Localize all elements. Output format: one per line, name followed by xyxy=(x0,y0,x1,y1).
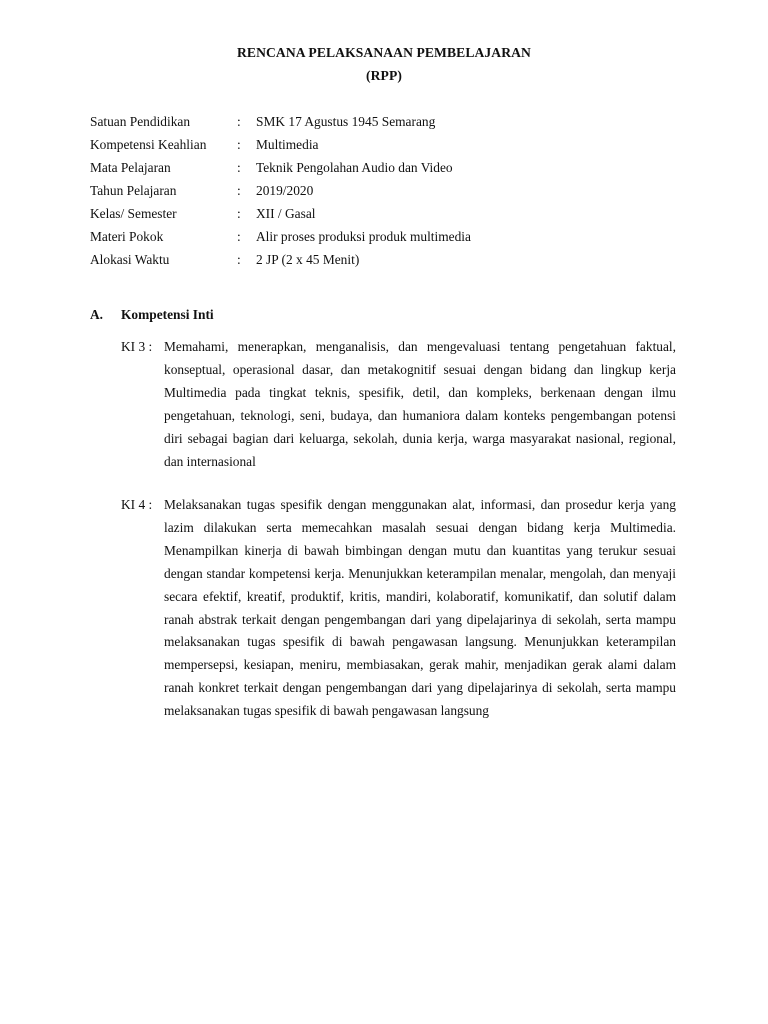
ki-4-label: KI 4 : xyxy=(121,497,153,512)
info-value: XII / Gasal xyxy=(256,206,316,221)
ki-3-label: KI 3 : xyxy=(121,339,153,354)
info-label: Satuan Pendidikan xyxy=(90,114,191,129)
info-colon: : xyxy=(237,160,241,175)
section-title: Kompetensi Inti xyxy=(121,307,214,322)
info-label: Kompetensi Keahlian xyxy=(90,137,207,152)
info-label: Alokasi Waktu xyxy=(90,252,170,267)
info-colon: : xyxy=(237,137,241,152)
info-colon: : xyxy=(237,252,241,267)
info-value: 2 JP (2 x 45 Menit) xyxy=(256,252,360,267)
document-title: RENCANA PELAKSANAAN PEMBELAJARAN xyxy=(237,45,531,60)
info-colon: : xyxy=(237,229,241,244)
info-label: Materi Pokok xyxy=(90,229,164,244)
info-value: 2019/2020 xyxy=(256,183,314,198)
info-colon: : xyxy=(237,183,241,198)
info-label: Tahun Pelajaran xyxy=(90,183,177,198)
ki-4-text: Melaksanakan tugas spesifik dengan menggunakan alat, informasi, dan prosedur kerja yang lazim dilakukan serta memecahkan masalah sesuai dengan bidang kerja Multimedia. Menampilkan kinerja di bawah bimbingan dengan mutu dan kuantitas yang terukur sesuai dengan standar kompetensi kerja. Menunjukkan keterampilan menalar, mengolah, dan menyaji secara efektif, kreatif, produktif, kritis, mandiri, kolaboratif, komunikatif, dan solutif dalam ranah abstrak terkait dengan pengembangan dari yang dipelajarinya di sekolah, serta mampu melaksanakan tugas spesifik di bawah pengawasan langsung. Menunjukkan keterampilan mempersepsi, kesiapan, meniru, membiasakan, gerak mahir, menjadikan gerak alami dalam ranah konkret terkait dengan pengembangan dari yang dipelajarinya di sekolah, serta mampu melaksanakan tugas spesifik di bawah pengawasan langsung xyxy=(164,497,676,719)
info-value: Teknik Pengolahan Audio dan Video xyxy=(256,160,453,175)
ki-4-block xyxy=(121,494,676,723)
section-letter: A. xyxy=(90,307,104,322)
info-value: Alir proses produksi produk multimedia xyxy=(256,229,471,244)
section-heading-kompetensi-inti xyxy=(90,307,214,323)
info-label: Mata Pelajaran xyxy=(90,160,171,175)
info-colon: : xyxy=(237,206,241,221)
ki-3-text: Memahami, menerapkan, menganalisis, dan mengevaluasi tentang pengetahuan faktual, konseptual, operasional dasar, dan metakognitif sesuai dengan bidang dan lingkup kerja Multimedia pada tingkat teknis, spesifik, detil, dan kompleks, berkenaan dengan ilmu pengetahuan, teknologi, seni, budaya, dan humaniora dalam konteks pengembangan potensi diri sebagai bagian dari keluarga, sekolah, dunia kerja, warga masyarakat nasional, regional, dan internasional xyxy=(164,339,676,469)
ki-3-block xyxy=(121,336,676,473)
document-subtitle: (RPP) xyxy=(366,68,402,83)
info-label: Kelas/ Semester xyxy=(90,206,177,221)
info-colon: : xyxy=(237,114,241,129)
info-value: Multimedia xyxy=(256,137,319,152)
info-value: SMK 17 Agustus 1945 Semarang xyxy=(256,114,436,129)
